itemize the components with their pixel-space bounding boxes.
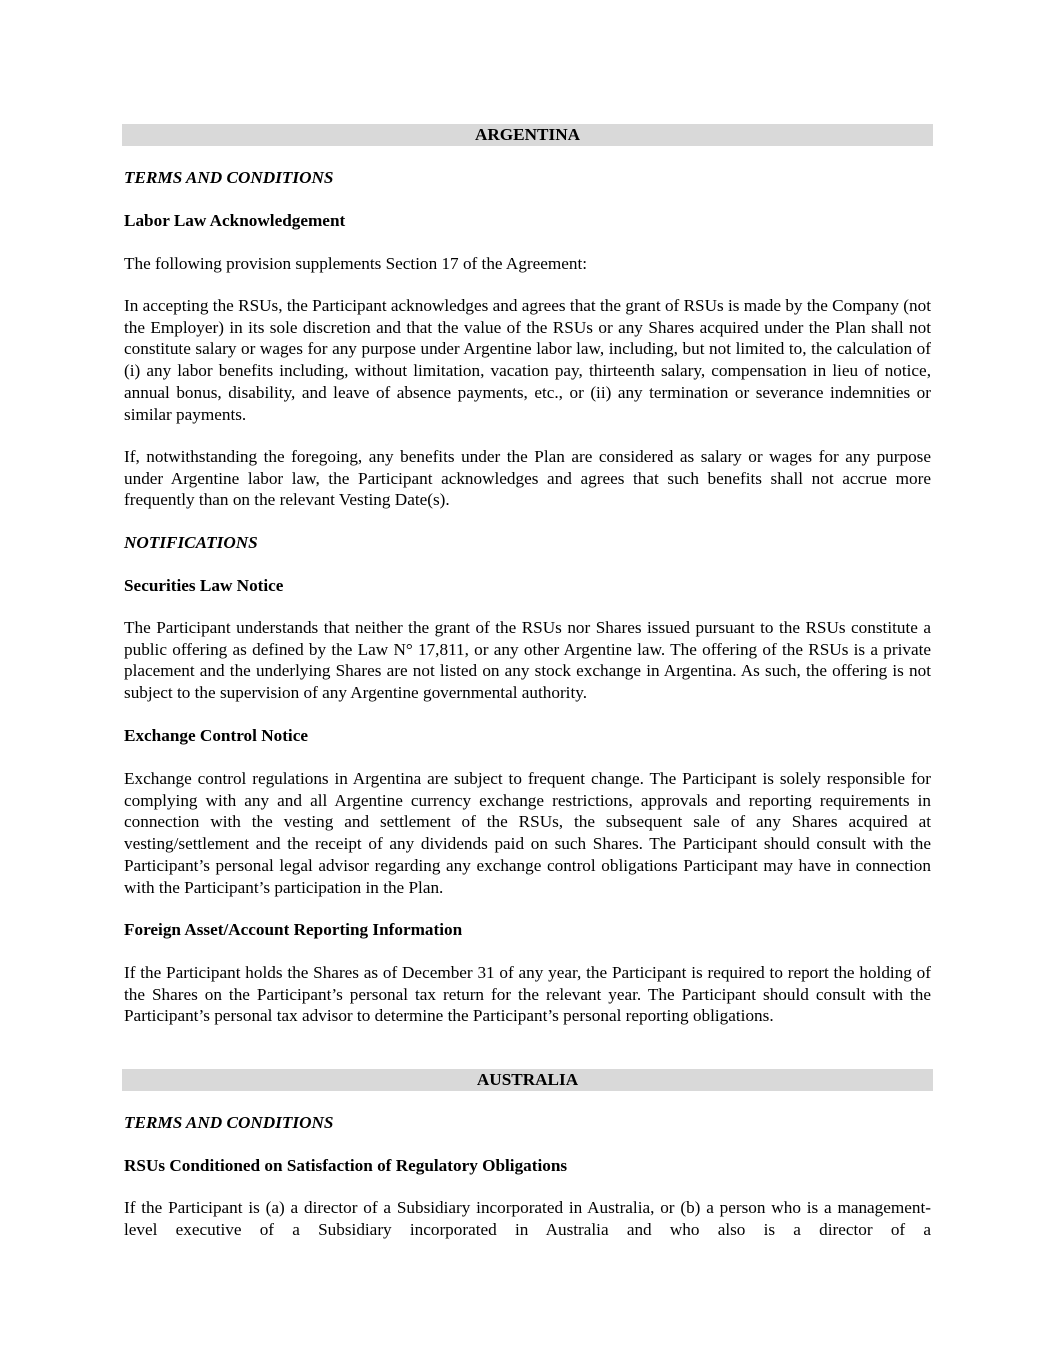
section-heading-australia: AUSTRALIA xyxy=(122,1069,933,1091)
notifications-heading: NOTIFICATIONS xyxy=(124,533,258,552)
securities-law-heading: Securities Law Notice xyxy=(124,576,284,595)
terms-heading-argentina: TERMS AND CONDITIONS xyxy=(124,168,334,187)
securities-law-paragraph: The Participant understands that neither the grant of the RSUs nor Shares issued pursuant to the RSUs constitute a public offering as defined by the Law N° 17,811, or any other Argentine law. The offering of the RSUs is a private placement and the underlying Shares are not listed on any stock exchange in Argentina. As such, the offering is not subject to the supervision of any Argentine governmental authority. xyxy=(124,618,931,703)
section-heading-argentina: ARGENTINA xyxy=(122,124,933,146)
foreign-asset-paragraph: If the Participant holds the Shares as of December 31 of any year, the Participant is required to report the holding of the Shares on the Participant’s personal tax return for the relevant year. The Participant should consult with the Participant’s personal tax advisor to determine the Participant’s personal reporting obligations. xyxy=(124,963,931,1026)
rsus-regulatory-paragraph: If the Participant is (a) a director of a Subsidiary incorporated in Australia, or (b) a person who is a management-level executive of a Subsidiary incorporated in Australia and who also is a director of a xyxy=(124,1198,931,1239)
labor-law-paragraph-1: In accepting the RSUs, the Participant acknowledges and agrees that the grant of RSUs is made by the Company (not the Employer) in its sole discretion and that the value of the RSUs or any Shares acquired under the Plan shall not constitute salary or wages for any purpose under Argentine labor law, including, but not limited to, the calculation of (i) any labor benefits including, without limitation, vacation pay, thirteenth salary, compensation in lieu of notice, annual bonus, disability, and leave of absence payments, etc., or (ii) any termination or severance indemnities or similar payments. xyxy=(124,296,931,424)
labor-law-paragraph-2: If, notwithstanding the foregoing, any benefits under the Plan are considered as salary or wages for any purpose under Argentine labor law, the Participant acknowledges and agrees that such benefits shall not accrue more frequently than on the relevant Vesting Date(s). xyxy=(124,447,931,510)
exchange-control-heading: Exchange Control Notice xyxy=(124,726,308,745)
labor-law-heading: Labor Law Acknowledgement xyxy=(124,211,346,230)
labor-law-intro: The following provision supplements Section 17 of the Agreement: xyxy=(124,254,588,273)
exchange-control-paragraph: Exchange control regulations in Argentina are subject to frequent change. The Participant is solely responsible for complying with any and all Argentine currency exchange restrictions, approvals and reporting requirements in connection with the vesting and settlement of the RSUs, the subsequent sale of any Shares acquired at vesting/settlement and the receipt of any dividends paid on such Shares. The Participant should consult with the Participant’s personal legal advisor regarding any exchange control obligations Participant may have in connection with the Participant’s participation in the Plan. xyxy=(124,769,931,897)
terms-heading-australia: TERMS AND CONDITIONS xyxy=(124,1113,334,1132)
foreign-asset-heading: Foreign Asset/Account Reporting Information xyxy=(124,920,463,939)
rsus-regulatory-heading: RSUs Conditioned on Satisfaction of Regulatory Obligations xyxy=(124,1156,568,1175)
